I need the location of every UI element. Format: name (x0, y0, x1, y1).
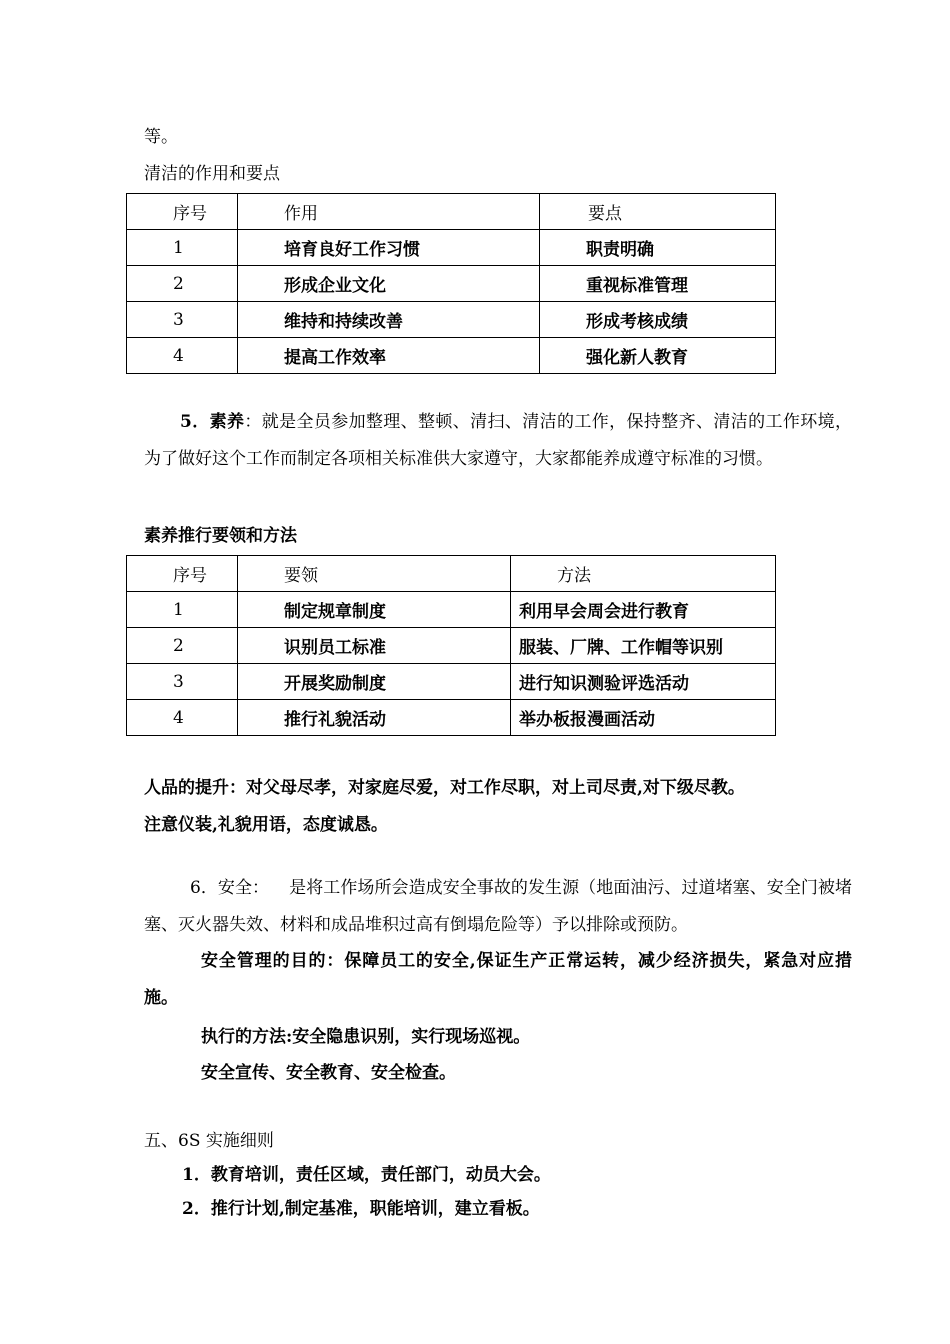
cell-keypoint: 形成考核成绩 (540, 302, 776, 338)
section6-paragraph (144, 870, 852, 944)
cell-function: 维持和持续改善 (238, 302, 540, 338)
part5-heading: 五、6S 实施细则 (144, 1131, 274, 1151)
cell-index: 1 (127, 230, 238, 266)
cell-index: 3 (127, 664, 238, 700)
cell-keypoint: 强化新人教育 (540, 338, 776, 374)
cell-method: 服装、厂牌、工作帽等识别 (511, 628, 776, 664)
table-row (127, 592, 776, 628)
intro-tail-text: 等。 (144, 127, 178, 147)
cell-method: 举办板报漫画活动 (511, 700, 776, 736)
cell-index: 4 (127, 700, 238, 736)
table-row (127, 628, 776, 664)
cell-function: 提高工作效率 (238, 338, 540, 374)
table-row (127, 338, 776, 374)
section5-text: 就是全员参加整理、整顿、清扫、清洁的工作，保持整齐、清洁的工作环境，为了做好这个工作而制定各项相关标准供大家遵守，大家都能养成遵守标准的习惯。 (144, 412, 852, 469)
section6-label: 6．安全： (190, 878, 270, 898)
cell-method: 进行知识测验评选活动 (511, 664, 776, 700)
safety-purpose: 安全管理的目的：保障员工的安全,保证生产正常运转，减少经济损失，紧急对应措施。 (144, 951, 852, 1008)
safety-method: 执行的方法:安全隐患识别，实行现场巡视。 (201, 1027, 531, 1047)
section5-paragraph (144, 404, 852, 478)
safety-activities: 安全宣传、安全教育、安全检查。 (201, 1063, 456, 1083)
header-cell-method: 方法 (511, 556, 776, 592)
cell-index: 4 (127, 338, 238, 374)
header-cell-index: 序号 (127, 556, 238, 592)
clean-table-title: 清洁的作用和要点 (144, 164, 280, 184)
character-line-1: 人品的提升：对父母尽孝，对家庭尽爱，对工作尽职，对上司尽责,对下级尽教。 (144, 778, 745, 798)
table-row (127, 664, 776, 700)
section6-text: 是将工作场所会造成安全事故的发生源（地面油污、过道堵塞、安全门被堵塞、灭火器失效、材料和成品堆积过高有倒塌危险等）予以排除或预防。 (144, 878, 852, 935)
header-cell-essentials: 要领 (238, 556, 511, 592)
header-cell-index: 序号 (127, 194, 238, 230)
header-cell-function: 作用 (238, 194, 540, 230)
literacy-table-title: 素养推行要领和方法 (144, 526, 297, 546)
cell-method: 利用早会周会进行教育 (511, 592, 776, 628)
cell-essential: 制定规章制度 (238, 592, 511, 628)
cell-essential: 开展奖励制度 (238, 664, 511, 700)
cell-keypoint: 重视标准管理 (540, 266, 776, 302)
cell-essential: 识别员工标准 (238, 628, 511, 664)
table-header-row (127, 556, 776, 592)
cell-index: 2 (127, 628, 238, 664)
table-header-row (127, 194, 776, 230)
table-row (127, 266, 776, 302)
cell-index: 2 (127, 266, 238, 302)
header-cell-keypoints: 要点 (540, 194, 776, 230)
cell-essential: 推行礼貌活动 (238, 700, 511, 736)
literacy-table (126, 555, 776, 736)
cell-keypoint: 职责明确 (540, 230, 776, 266)
cell-function: 形成企业文化 (238, 266, 540, 302)
cell-index: 3 (127, 302, 238, 338)
section5-label: 5．素养 (180, 412, 245, 432)
part5-item-1: 1．教育培训，责任区域，责任部门，动员大会。 (182, 1165, 551, 1185)
cell-function: 培育良好工作习惯 (238, 230, 540, 266)
part5-item-2: 2．推行计划,制定基准，职能培训，建立看板。 (182, 1199, 540, 1219)
table-row (127, 700, 776, 736)
section5-colon: ： (244, 412, 262, 432)
table-row (127, 230, 776, 266)
table-row (127, 302, 776, 338)
clean-table (126, 193, 776, 374)
character-line-2: 注意仪装,礼貌用语，态度诚恳。 (144, 815, 388, 835)
cell-index: 1 (127, 592, 238, 628)
